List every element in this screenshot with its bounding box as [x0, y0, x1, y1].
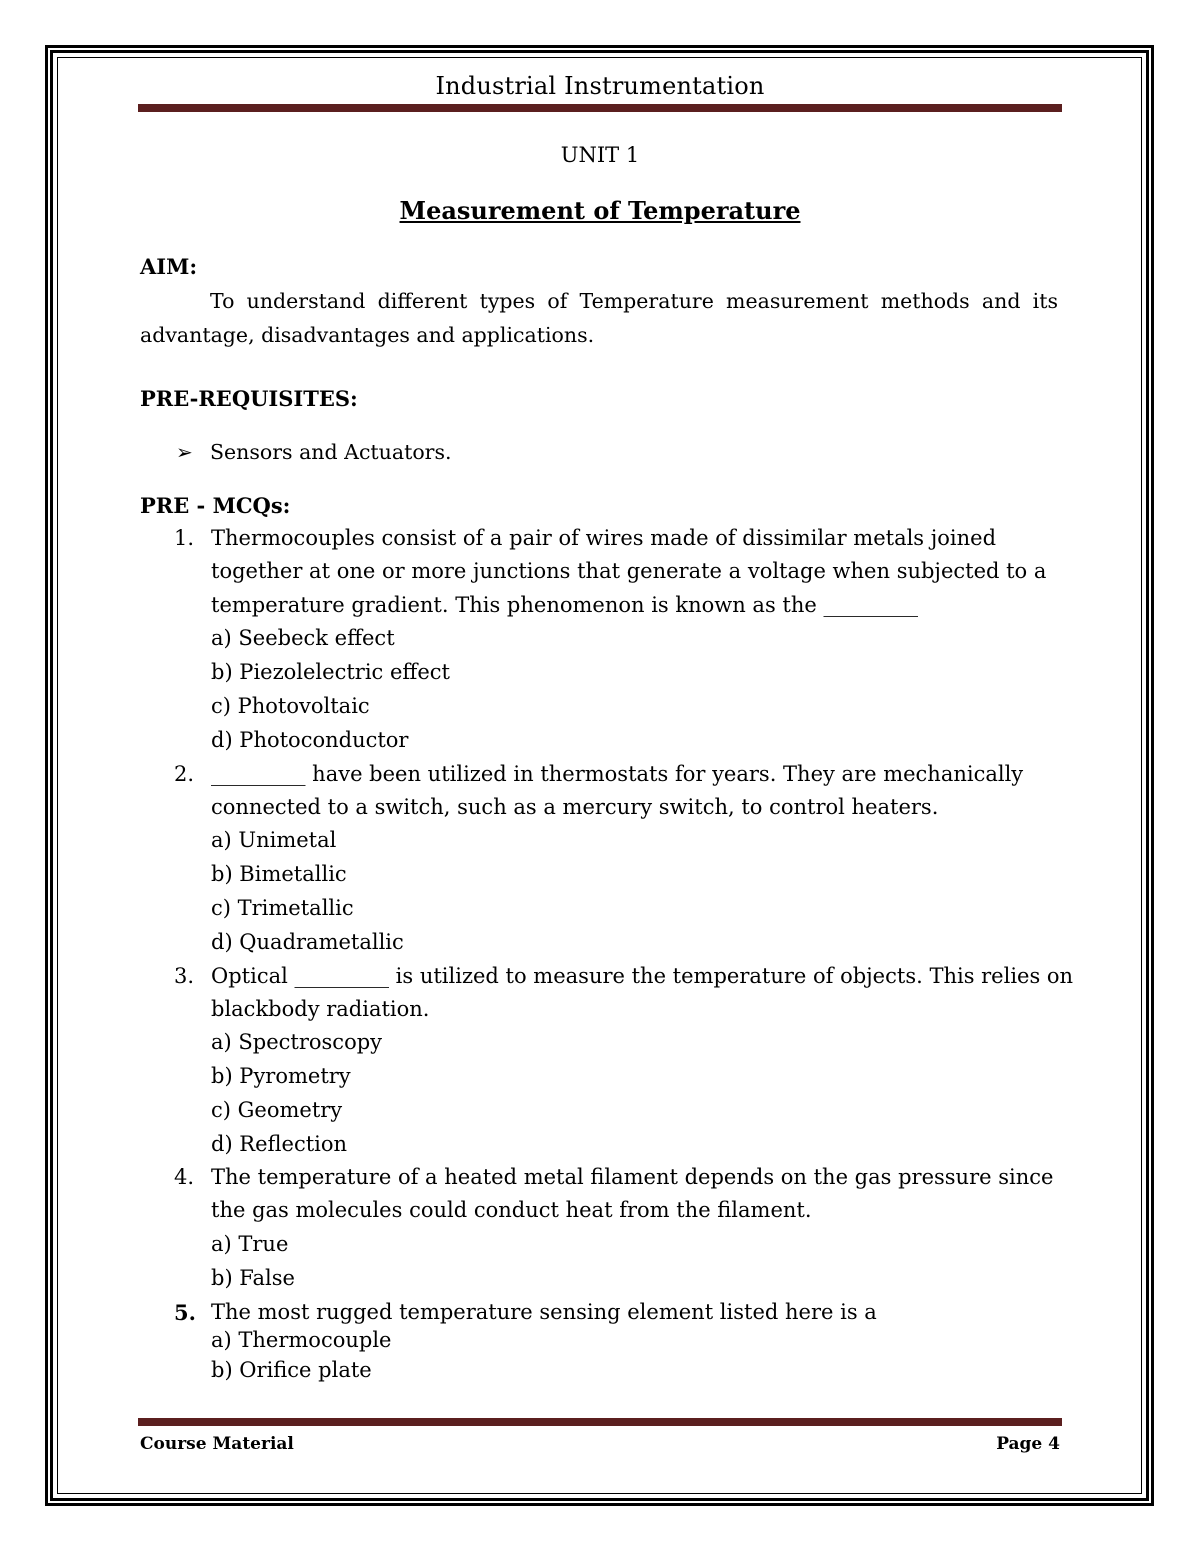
answer-option: c) Trimetallic	[211, 896, 354, 920]
question-number: 2.	[174, 762, 195, 786]
answer-option: a) Unimetal	[211, 828, 337, 852]
question-text: together at one or more junctions that generate a voltage when subjected to a	[211, 559, 1047, 583]
answer-option: b) Orifice plate	[211, 1358, 372, 1382]
question-text: _________ have been utilized in thermostats for years. They are mechanically	[211, 762, 1024, 786]
answer-option: b) Piezolelectric effect	[211, 660, 450, 684]
answer-option: b) False	[211, 1266, 295, 1290]
question-number: 4.	[174, 1165, 195, 1189]
header-title: Industrial Instrumentation	[435, 72, 765, 100]
answer-option: b) Pyrometry	[211, 1064, 351, 1088]
question-text: Optical _________ is utilized to measure the temperature of objects. This relies on	[211, 964, 1074, 988]
answer-option: a) Thermocouple	[211, 1328, 392, 1352]
question-text: temperature gradient. This phenomenon is known as the _________	[211, 593, 918, 617]
aim-label: AIM:	[140, 254, 198, 279]
answer-option: d) Quadrametallic	[211, 930, 404, 954]
premcq-label: PRE - MCQs:	[140, 493, 291, 518]
answer-option: b) Bimetallic	[211, 862, 347, 886]
answer-option: d) Photoconductor	[211, 728, 409, 752]
page-title: Measurement of Temperature	[399, 196, 801, 225]
prereq-item	[176, 440, 452, 464]
question-text: the gas molecules could conduct heat from the filament.	[211, 1198, 812, 1222]
unit-label: UNIT 1	[560, 143, 640, 167]
question-text: The most rugged temperature sensing element listed here is a	[211, 1300, 877, 1324]
answer-option: a) Seebeck effect	[211, 626, 395, 650]
arrow-bullet-icon: ➢	[176, 440, 193, 464]
question-number: 1.	[174, 526, 195, 550]
answer-option: a) True	[211, 1232, 289, 1256]
footer-course-material: Course Material	[140, 1434, 294, 1454]
question-number: 5.	[174, 1300, 196, 1325]
answer-option: d) Reflection	[211, 1132, 348, 1156]
question-text: connected to a switch, such as a mercury switch, to control heaters.	[211, 795, 939, 819]
prereq-item-text: Sensors and Actuators.	[210, 440, 452, 464]
aim-text: To understand different types of Temperature measurement methods and its advantage, disadvantages and applications.	[140, 289, 1058, 347]
header-rule	[138, 104, 1062, 112]
footer-rule	[138, 1418, 1062, 1426]
question-number: 3.	[174, 964, 195, 988]
prereq-label: PRE-REQUISITES:	[140, 386, 358, 411]
answer-option: c) Geometry	[211, 1098, 343, 1122]
question-text: Thermocouples consist of a pair of wires made of dissimilar metals joined	[211, 526, 997, 550]
footer-page-number: Page 4	[996, 1434, 1060, 1454]
answer-option: c) Photovoltaic	[211, 694, 370, 718]
question-text: blackbody radiation.	[211, 997, 430, 1021]
answer-option: a) Spectroscopy	[211, 1030, 383, 1054]
question-text: The temperature of a heated metal filament depends on the gas pressure since	[211, 1165, 1054, 1189]
